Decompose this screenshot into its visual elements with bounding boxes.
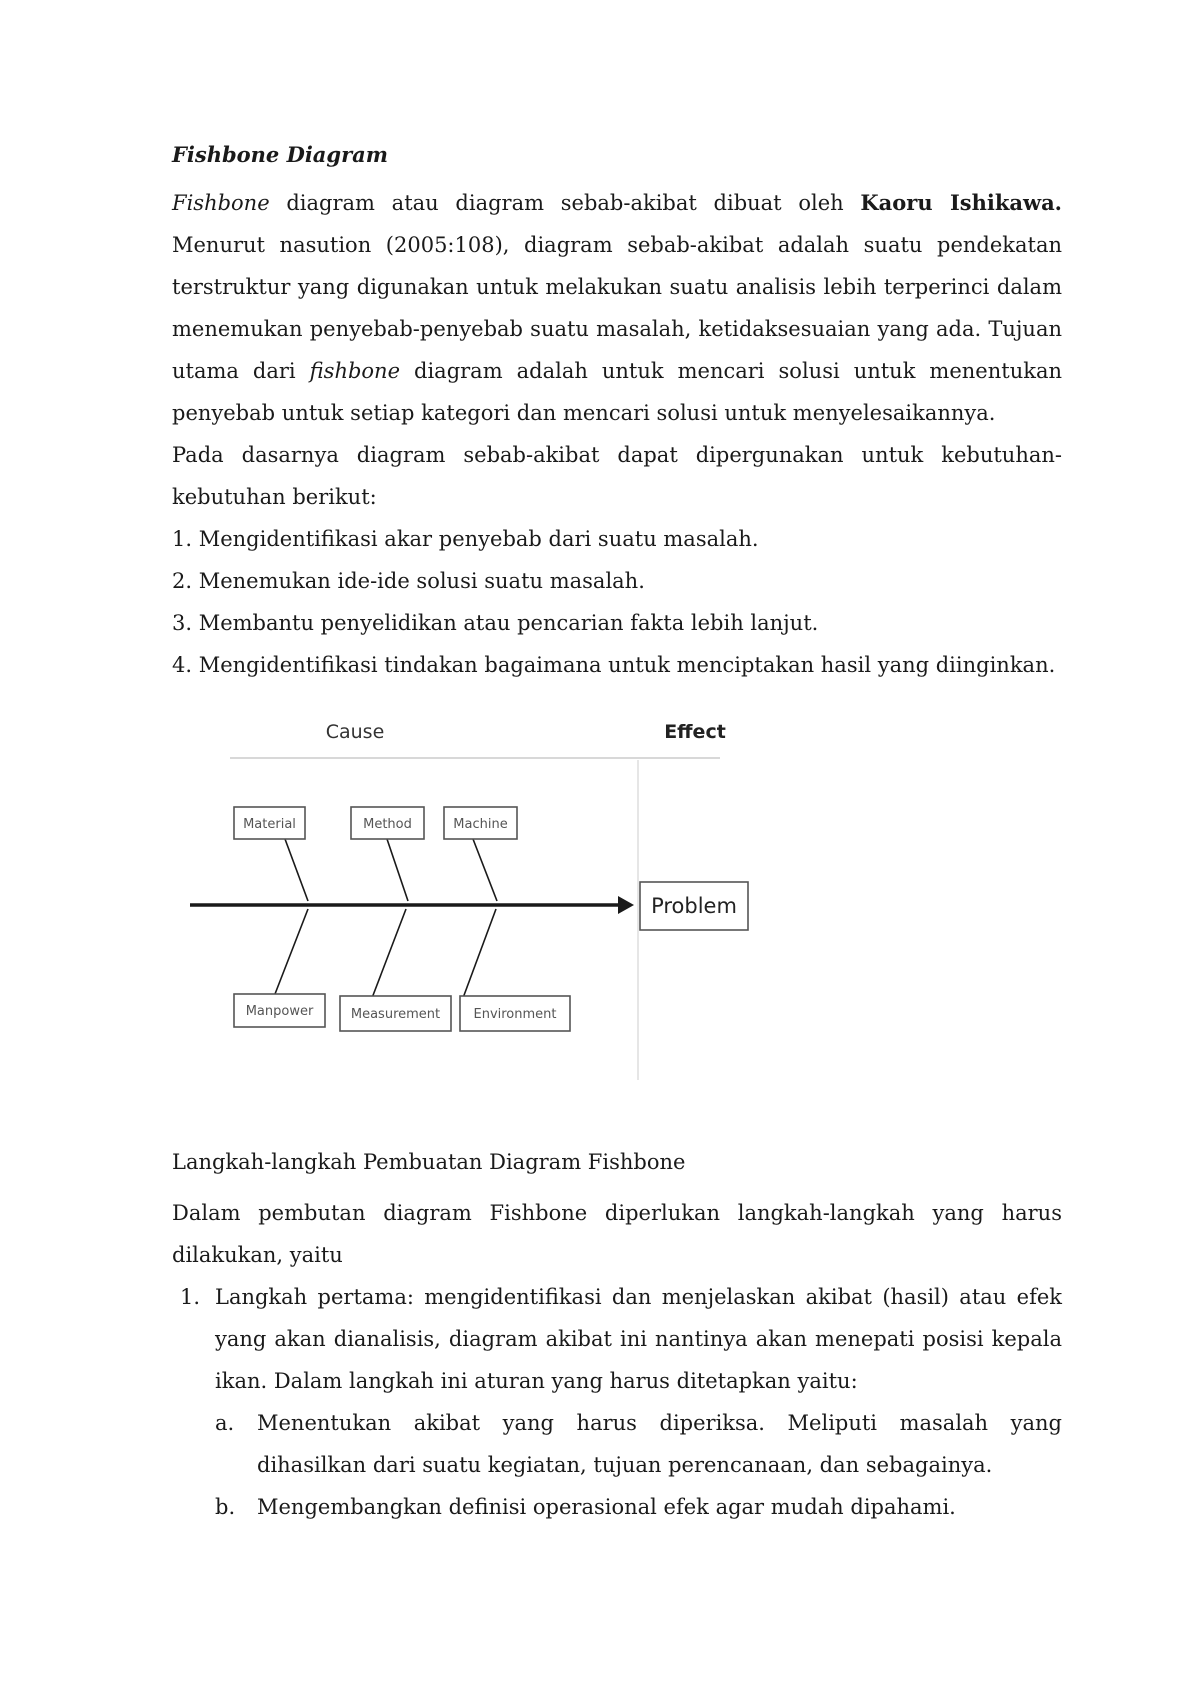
bone-machine <box>473 839 497 901</box>
list-item: 3. Membantu penyelidikan atau pencarian fakta lebih lanjut. <box>172 611 819 635</box>
cause-text-method: Method <box>363 817 412 832</box>
cause-text-material: Material <box>243 817 296 832</box>
list-item: 4. Mengidentifikasi tindakan bagaimana untuk menciptakan hasil yang diinginkan. <box>172 653 1056 677</box>
list-item <box>215 1486 1062 1528</box>
steps-title: Langkah-langkah Pembuatan Diagram Fishbone <box>172 1150 686 1174</box>
fishbone-diagram <box>190 708 750 1088</box>
sub-step-letter: b. <box>215 1495 236 1519</box>
author-name: Kaoru Ishikawa. <box>860 190 1062 215</box>
sub-step-text: Menentukan akibat yang harus diperiksa. Meliputi masalah yang dihasilkan dari suatu kegiatan, tujuan perencanaan, dan sebagainya. <box>257 1411 1062 1477</box>
term-fishbone: Fishbone <box>172 191 270 215</box>
para-text-a: diagram atau diagram sebab-akibat dibuat oleh <box>269 191 861 215</box>
uses-list <box>172 518 1062 686</box>
sub-step-letter: a. <box>215 1411 235 1435</box>
step-text: Langkah pertama: mengidentifikasi dan menjelaskan akibat (hasil) atau efek yang akan dianalisis, diagram akibat ini nantinya akan menepati posisi kepala ikan. Dalam langkah ini aturan yang harus ditetapkan yaitu: <box>215 1285 1062 1393</box>
para-text-c: diagram adalah untuk mencari solusi untuk menentukan penyebab untuk setiap kategori dan mencari solusi untuk menyelesaikannya. <box>172 359 1062 425</box>
sub-steps-list <box>215 1402 1062 1528</box>
sub-step-text: Mengembangkan definisi operasional efek agar mudah dipahami. <box>257 1495 956 1519</box>
section-title: Fishbone Diagram <box>172 142 388 167</box>
list-item <box>215 1402 1062 1486</box>
uses-intro-paragraph: Pada dasarnya diagram sebab-akibat dapat dipergunakan untuk kebutuhan-kebutuhan berikut: <box>172 443 1062 509</box>
bone-manpower <box>275 909 308 994</box>
cause-text-environment: Environment <box>473 1007 557 1022</box>
list-item: 1. Mengidentifikasi akar penyebab dari suatu masalah. <box>172 527 759 551</box>
effect-label: Effect <box>664 721 726 743</box>
term-fishbone-2: fishbone <box>309 359 401 383</box>
intro-paragraph <box>172 182 1062 434</box>
bone-environment <box>463 909 496 998</box>
bone-material <box>285 839 308 901</box>
cause-text-machine: Machine <box>453 817 508 832</box>
list-item: 2. Menemukan ide-ide solusi suatu masalah. <box>172 569 645 593</box>
cause-label: Cause <box>325 721 385 743</box>
step-number: 1. <box>180 1285 201 1309</box>
cause-text-measurement: Measurement <box>350 1007 441 1022</box>
cause-text-manpower: Manpower <box>245 1004 314 1019</box>
spine-arrowhead <box>618 896 634 914</box>
bone-measurement <box>372 909 406 998</box>
steps-list <box>172 1276 1062 1528</box>
problem-text: Problem <box>651 894 737 918</box>
list-item <box>172 1276 1062 1528</box>
bone-method <box>387 839 408 901</box>
para-text-b: Menurut nasution (2005:108), diagram sebab-akibat adalah suatu pendekatan terstruktur yang digunakan untuk melakukan suatu analisis lebih terperinci dalam menemukan penyebab-penyebab suatu masalah, ketidaksesuaian yang ada. Tujuan utama dari <box>172 233 1062 383</box>
steps-intro-paragraph: Dalam pembutan diagram Fishbone diperlukan langkah-langkah yang harus dilakukan, yaitu <box>172 1201 1062 1267</box>
